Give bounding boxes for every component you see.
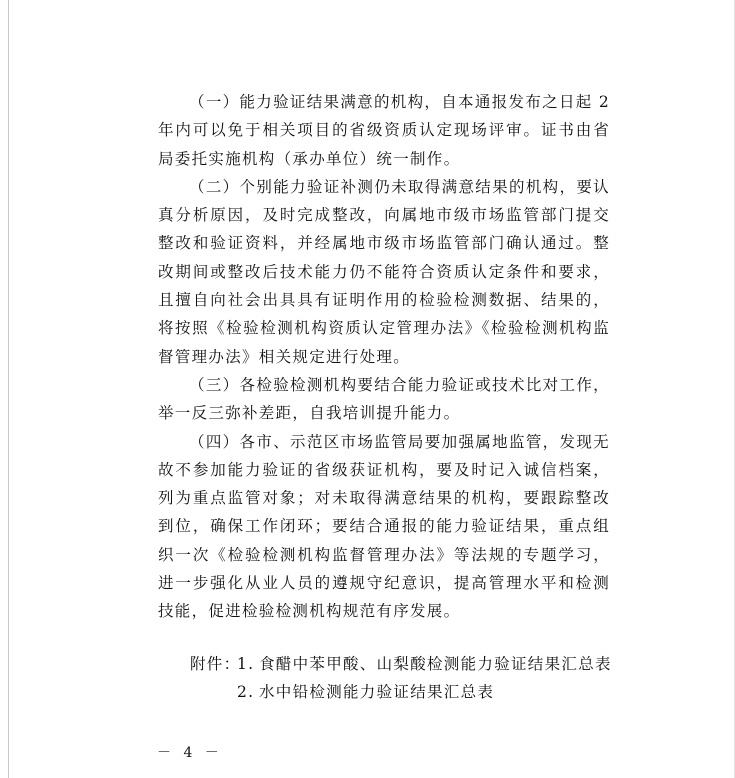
- attachments-section: [190, 650, 630, 707]
- attachment-number: 2.: [237, 683, 255, 702]
- attachments-label: 附件：: [190, 655, 241, 673]
- attachment-number: 1.: [237, 655, 255, 673]
- paragraph-4: （四）各市、示范区市场监管局要加强属地监管，发现无故不参加能力验证的省级获证机构，要及时记入诚信档案，列为重点监管对象；对未取得满意结果的机构，要跟踪整改到位，确保工作闭环；要结合通报的能力验证结果，重点组织一次《检验检测机构监督管理办法》等法规的专题学习，进一步强化从业人员的遵规守纪意识，提高管理水平和检测技能，促进检验检测机构规范有序发展。: [158, 432, 610, 621]
- page-number: － 4 －: [157, 745, 223, 761]
- attachment-title: 食醋中苯甲酸、山梨酸检测能力验证结果汇总表: [259, 655, 612, 673]
- document-body: [158, 88, 610, 626]
- attachment-title: 水中铅检测能力验证结果汇总表: [259, 683, 495, 702]
- attachment-item-2: [190, 678, 630, 706]
- paragraph-2: （二）个别能力验证补测仍未取得满意结果的机构，要认真分析原因，及时完成整改，向属地市级市场监管部门提交整改和验证资料，并经属地市级市场监管部门确认通过。整改期间或整改后技术能力仍不能符合资质认定条件和要求，且擅自向社会出具具有证明作用的检验检测数据、结果的，将按照《检验检测机构资质认定管理办法》《检验检测机构监督管理办法》相关规定进行处理。: [158, 177, 610, 366]
- page-left-edge: [8, 0, 9, 778]
- paragraph-3: （三）各检验检测机构要结合能力验证或技术比对工作，举一反三弥补差距，自我培训提升能力。: [158, 375, 610, 423]
- paragraph-1: （一）能力验证结果满意的机构，自本通报发布之日起 2 年内可以免于相关项目的省级资质认定现场评审。证书由省局委托实施机构（承办单位）统一制作。: [158, 93, 610, 168]
- attachment-item-1: [190, 650, 630, 678]
